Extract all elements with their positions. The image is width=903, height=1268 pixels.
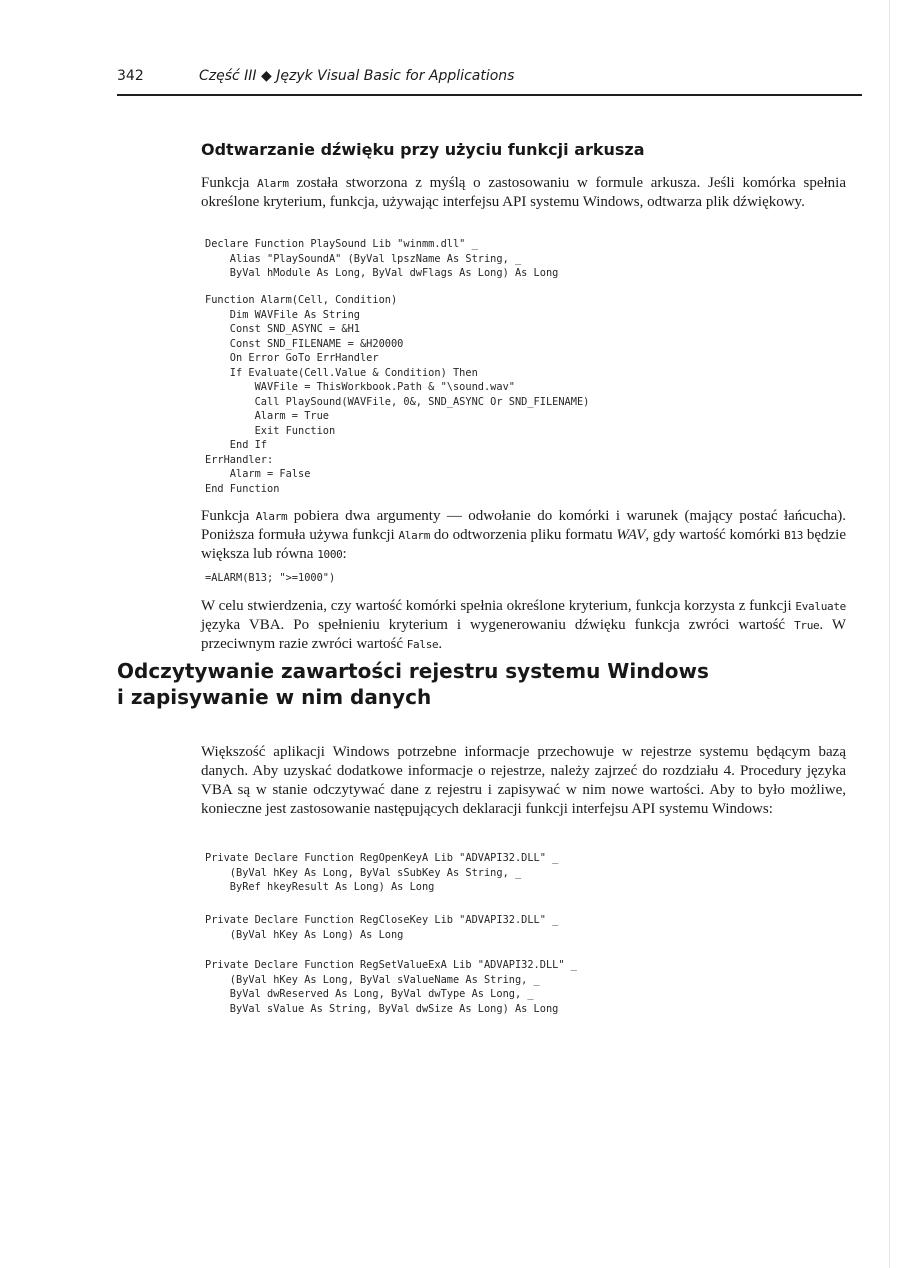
section-heading-registry bbox=[117, 658, 737, 710]
running-title: Część III ◆ Język Visual Basic for Applications bbox=[199, 68, 515, 84]
inline-code: Alarm bbox=[257, 177, 289, 190]
inline-code: Alarm bbox=[398, 529, 431, 542]
inline-code: Evaluate bbox=[795, 600, 846, 613]
inline-code: True bbox=[794, 619, 820, 632]
scan-edge bbox=[889, 0, 890, 1268]
code-formula: =ALARM(B13; ">=1000") bbox=[205, 572, 336, 584]
format-name: WAV bbox=[616, 527, 646, 543]
heading-line-1: Odczytywanie zawartości rejestru systemu Windows bbox=[117, 659, 709, 683]
paragraph-evaluate: W celu stwierdzenia, czy wartość komórki spełnia określone kryterium, funkcja korzysta z funkcji Evaluate języka VBA. Po spełnieniu kryterium i wygenerowaniu dźwięku funkcja zwróci wartość True. W przeciwnym razie zwróci wartość False. bbox=[201, 598, 846, 652]
inline-code: B13 bbox=[784, 529, 804, 542]
code-regsetvalueex: Private Declare Function RegSetValueExA Lib "ADVAPI32.DLL" _ (ByVal hKey As Long, ByVal sValueName As String, _ ByVal dwReserved As Long, ByVal dwType As Long, _ ByVal sValue As String, ByVal dwSize As Long) As Long bbox=[205, 959, 577, 1015]
inline-code: 1000 bbox=[317, 548, 343, 561]
code-regopenkey: Private Declare Function RegOpenKeyA Lib "ADVAPI32.DLL" _ (ByVal hKey As Long, ByVal sSubKey As String, _ ByRef hkeyResult As Long) As Long bbox=[205, 852, 559, 893]
code-function-alarm: Function Alarm(Cell, Condition) Dim WAVFile As String Const SND_ASYNC = &H1 Const SND_FILENAME = &H20000 On Error GoTo ErrHandler If Evaluate(Cell.Value & Condition) Then WAVFile = ThisWorkbook.Path & "\sound.wav" Call PlaySound(WAVFile, 0&, SND_ASYNC Or SND_FILENAME) Alarm = True Exit Function End If ErrHandler: Alarm = False End Function bbox=[205, 294, 590, 495]
code-declare-playsound: Declare Function PlaySound Lib "winmm.dll" _ Alias "PlaySoundA" (ByVal lpszName As String, _ ByVal hModule As Long, ByVal dwFlags As Long) As Long bbox=[205, 238, 559, 279]
code-regclosekey: Private Declare Function RegCloseKey Lib "ADVAPI32.DLL" _ (ByVal hKey As Long) As Long bbox=[205, 914, 559, 941]
paragraph-registry: Większość aplikacji Windows potrzebne informacje przechowuje w rejestrze systemu będącym bazą danych. Aby uzyskać dodatkowe informacje o rejestrze, należy zajrzeć do rozdziału 4. Procedury języka VBA są w stanie odczytywać dane z rejestru i zapisywać w nim nowe wartości. Aby to było możliwe, konieczne jest zastosowanie następujących deklaracji funkcji interfejsu API systemu Windows: bbox=[201, 744, 846, 817]
paragraph-arguments: Funkcja Alarm pobiera dwa argumenty — odwołanie do komórki i warunek (mający postać łańcucha). Poniższa formuła używa funkcji Alarm do odtworzenia pliku formatu WAV, gdy wartość komórki B13 będzie większa lub równa 1000: bbox=[201, 508, 846, 562]
inline-code: Alarm bbox=[255, 510, 288, 523]
paragraph-intro: Funkcja Alarm została stworzona z myślą o zastosowaniu w formule arkusza. Jeśli komórka spełnia określone kryterium, funkcja, używając interfejsu API systemu Windows, odtwarza plik dźwiękowy. bbox=[201, 175, 847, 210]
section-heading-sound: Odtwarzanie dźwięku przy użyciu funkcji arkusza bbox=[201, 140, 645, 159]
heading-line-2: i zapisywanie w nim danych bbox=[117, 685, 432, 709]
running-header bbox=[117, 66, 862, 96]
page-number: 342 bbox=[117, 68, 144, 84]
inline-code: False bbox=[406, 638, 439, 651]
